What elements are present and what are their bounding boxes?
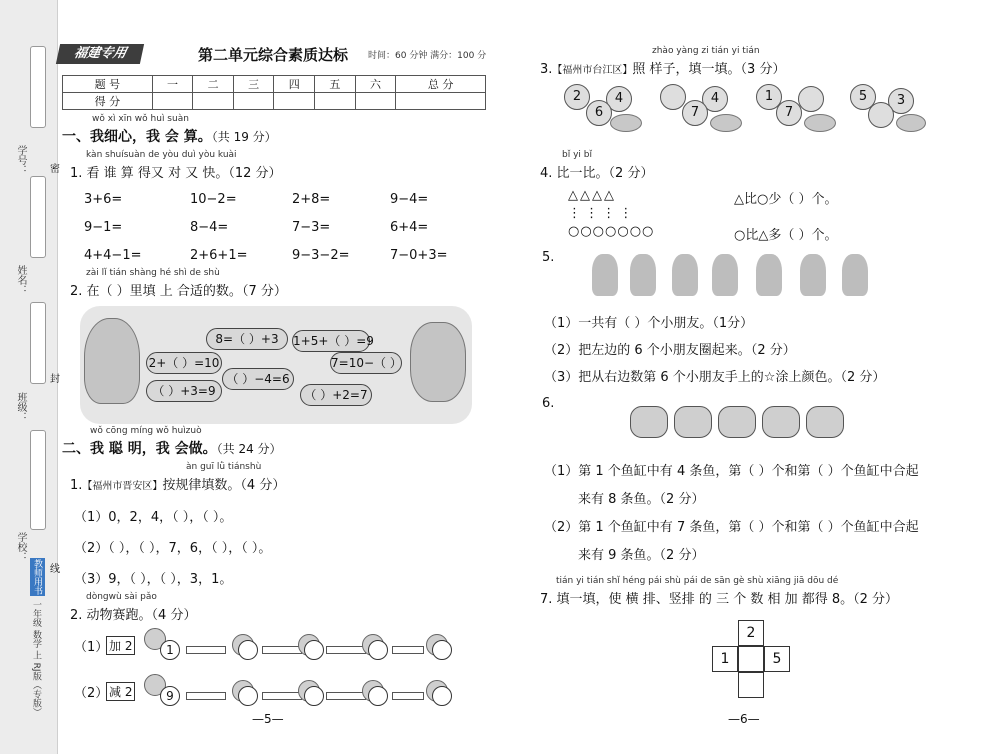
race-answer-circle[interactable] <box>368 640 388 660</box>
pond-stone[interactable]: 1+5+（ ）=9 <box>292 330 370 352</box>
section-2-points: （共 24 分） <box>216 442 282 456</box>
section-2-title <box>62 438 282 458</box>
race-answer-circle[interactable] <box>238 686 258 706</box>
r4-title <box>540 162 653 181</box>
score-header-cell: 总 分 <box>396 76 486 93</box>
q4-text: 2. 动物赛跑。 <box>70 608 152 623</box>
q4-pinyin: dòngwù sài pǎo <box>86 592 157 602</box>
score-header-cell: 二 <box>193 76 234 93</box>
q4-points: （4 分） <box>151 608 197 623</box>
cross-bottom-cell[interactable] <box>738 672 764 698</box>
race-answer-circle[interactable] <box>432 686 452 706</box>
calc-item: 2+8= <box>292 192 331 207</box>
child-icon[interactable] <box>672 254 698 296</box>
sequence-3: （3）9，（ ），（ ），3，1。 <box>74 572 233 587</box>
score-table <box>62 75 486 110</box>
r5-a-points: （1分） <box>712 316 754 331</box>
r3-region-tag: 【福州市台江区】 <box>552 65 633 76</box>
r5-number: 5. <box>542 250 555 265</box>
score-cell[interactable] <box>152 93 193 110</box>
r6-a-line1: （1）第 1 个鱼缸中有 4 条鱼，第（ ）个和第（ ）个鱼缸中合起 <box>544 464 919 479</box>
q1-points: （12 分） <box>228 166 282 181</box>
arrow-icon <box>186 646 226 654</box>
sequence-2: （2）（ ），（ ），7，6，（ ），（ ）。 <box>74 541 272 556</box>
section-1-title <box>62 126 277 146</box>
whale-group-2 <box>660 82 744 134</box>
child-icon[interactable] <box>842 254 868 296</box>
q4-title <box>70 604 196 623</box>
whale-icon <box>610 114 642 132</box>
s1-pinyin: wǒ xì xīn wǒ huì suàn <box>92 114 189 124</box>
race-2-label: （2） <box>74 686 109 701</box>
child-icon[interactable] <box>756 254 782 296</box>
calc-item: 9−3−2= <box>292 248 350 263</box>
fish-tank-icon <box>718 406 756 438</box>
r5-c-points: （2 分） <box>840 370 886 385</box>
q2-pinyin: zài lǐ tián shàng hé shì de shù <box>86 268 220 278</box>
seal-xian: 线 <box>50 564 60 575</box>
arrow-icon <box>262 646 302 654</box>
spine-title: 一年级 数学 上 RJ版（专版） <box>31 600 41 717</box>
r5-b-points: （2 分） <box>750 343 796 358</box>
whale-icon <box>804 114 836 132</box>
rabbit-icon <box>84 318 140 404</box>
r6-number: 6. <box>542 396 555 411</box>
matching-dots: ⋮ ⋮ ⋮ ⋮ <box>568 206 633 221</box>
score-header-cell: 题 号 <box>63 76 153 93</box>
r3-pinyin: zhào yàng zi tián yi tián <box>652 46 760 56</box>
cross-center-cell[interactable] <box>738 646 764 672</box>
score-header-cell: 六 <box>355 76 396 93</box>
race-answer-circle[interactable] <box>238 640 258 660</box>
cross-right-cell: 5 <box>764 646 790 672</box>
score-header-cell: 五 <box>315 76 356 93</box>
bubble: 4 <box>606 86 632 112</box>
q1-title <box>70 162 282 181</box>
calc-item: 7−3= <box>292 220 331 235</box>
fish-tank-icon <box>630 406 668 438</box>
arrow-icon <box>262 692 302 700</box>
r5-a-text: （1）一共有（ ）个小朋友。 <box>544 316 713 331</box>
whale-icon <box>896 114 926 132</box>
fish-tank-icon <box>762 406 800 438</box>
calc-item: 8−4= <box>190 220 229 235</box>
race-1-start: 1 <box>160 640 180 660</box>
sequence-1: （1）0，2，4，（ ），（ ）。 <box>74 510 233 525</box>
student-id-label: 学号： <box>15 145 26 175</box>
r3-points: （3 分） <box>740 62 786 77</box>
bubble-blank[interactable] <box>798 86 824 112</box>
whale-group-4 <box>848 82 932 134</box>
score-cell[interactable] <box>396 93 486 110</box>
q3-pinyin: àn guī lǜ tiánshù <box>186 462 262 472</box>
school-box[interactable] <box>30 430 46 530</box>
r5-c-text: （3）把从右边数第 6 个小朋友手上的☆涂上颜色。 <box>544 370 841 385</box>
q3-points: （4 分） <box>240 478 286 493</box>
name-box[interactable] <box>30 176 46 258</box>
arrow-icon <box>392 646 424 654</box>
calc-item: 4+4−1= <box>84 248 142 263</box>
page-number-left: —5— <box>252 712 284 726</box>
q2-text: 2. 在（ ）里填 上 合适的数。 <box>70 284 242 299</box>
r7-pinyin: tián yi tián shǐ héng pái shù pái de sān gè shù xiāng jiā dōu dé <box>556 576 839 586</box>
seal-feng: 封 <box>50 374 60 385</box>
q3-text: 按规律填数。 <box>162 478 241 493</box>
s2-pinyin: wǒ cōng míng wǒ huìzuò <box>90 426 202 436</box>
whale-icon <box>710 114 742 132</box>
r6-b-text: 来有 9 条鱼。 <box>578 548 660 563</box>
teacher-book-tag: 教师用书 <box>30 558 45 596</box>
bubble: 7 <box>682 100 708 126</box>
student-id-box[interactable] <box>30 46 46 128</box>
race-answer-circle[interactable] <box>368 686 388 706</box>
q1-pinyin: kàn shuísuàn de yòu duì yòu kuài <box>86 150 237 160</box>
child-icon[interactable] <box>800 254 826 296</box>
bubble: 7 <box>776 100 802 126</box>
calc-item: 2+6+1= <box>190 248 248 263</box>
class-label: 班级： <box>15 392 26 422</box>
bubble: 4 <box>702 86 728 112</box>
calc-item: 3+6= <box>84 192 123 207</box>
race-answer-circle[interactable] <box>304 686 324 706</box>
q3-number: 1. <box>70 478 83 493</box>
triangles-row: △△△△ <box>568 188 616 203</box>
q3-title <box>70 474 285 493</box>
bubble-blank[interactable] <box>868 102 894 128</box>
pond-stone[interactable]: （ ）+3=9 <box>146 380 222 402</box>
pond-stone[interactable]: （ ）+2=7 <box>300 384 372 406</box>
arrow-icon <box>392 692 424 700</box>
fish-tank-icon <box>806 406 844 438</box>
arrow-icon <box>326 692 366 700</box>
pond-stone[interactable]: 2+（ ）=10 <box>146 352 222 374</box>
score-cell[interactable] <box>315 93 356 110</box>
exam-meta: 时间：60 分钟 满分：100 分 <box>368 51 487 61</box>
bubble: 5 <box>850 84 876 110</box>
race-1-operation: 加 2 <box>106 636 135 655</box>
race-2-operation: 减 2 <box>106 682 135 701</box>
pond-stone[interactable]: 8=（ ）+3 <box>206 328 288 350</box>
q3-region-tag: 【福州市晋安区】 <box>82 481 163 492</box>
race-2-start: 9 <box>160 686 180 706</box>
page-number-right: —6— <box>728 712 760 726</box>
calc-item: 7−0+3= <box>390 248 448 263</box>
r5-a <box>544 312 753 331</box>
r5-b <box>544 339 796 358</box>
child-icon[interactable] <box>712 254 738 296</box>
r7-text: 7. 填一填，使 横 排、竖排 的 三 个 数 相 加 都得 8。 <box>540 592 854 607</box>
calc-item: 6+4= <box>390 220 429 235</box>
school-label: 学校： <box>15 532 26 562</box>
arrow-icon <box>186 692 226 700</box>
r5-c <box>544 366 885 385</box>
q1-text: 1. 看 谁 算 得又 对 又 快。 <box>70 166 229 181</box>
r3-title <box>540 58 785 77</box>
q2-points: （7 分） <box>241 284 287 299</box>
score-cell[interactable] <box>193 93 234 110</box>
whale-group-1 <box>560 82 644 134</box>
r7-points: （2 分） <box>853 592 899 607</box>
r6-a-line2 <box>578 488 704 507</box>
score-header-cell: 一 <box>152 76 193 93</box>
score-cell[interactable] <box>233 93 274 110</box>
score-cell[interactable] <box>355 93 396 110</box>
r3-number: 3. <box>540 62 553 77</box>
r6-b-points: （2 分） <box>659 548 705 563</box>
section-1-points: （共 19 分） <box>211 130 277 144</box>
name-label: 姓名： <box>15 265 26 295</box>
bubble: 6 <box>586 100 612 126</box>
score-table-score-row <box>63 93 486 110</box>
r7-title <box>540 588 898 607</box>
r4-pinyin: bǐ yi bǐ <box>562 150 592 160</box>
score-header-cell: 三 <box>233 76 274 93</box>
score-header-cell: 四 <box>274 76 315 93</box>
q2-title <box>70 280 287 299</box>
r6-b-line2 <box>578 544 704 563</box>
calc-item: 9−4= <box>390 192 429 207</box>
whale-group-3 <box>754 82 838 134</box>
r6-a-text: 来有 8 条鱼。 <box>578 492 660 507</box>
bubble: 2 <box>564 84 590 110</box>
cross-top-cell: 2 <box>738 620 764 646</box>
mushroom-rock-icon <box>410 322 466 402</box>
r5-b-text: （2）把左边的 6 个小朋友圈起来。 <box>544 343 751 358</box>
calc-item: 10−2= <box>190 192 237 207</box>
bubble: 1 <box>756 84 782 110</box>
section-2-text: 二、我 聪 明，我 会做。 <box>62 441 217 457</box>
r3-text: 照 样子，填一填。 <box>632 62 741 77</box>
race-answer-circle[interactable] <box>304 640 324 660</box>
bubble: 3 <box>888 88 914 114</box>
region-badge: 福建专用 <box>56 44 144 64</box>
r6-a-points: （2 分） <box>659 492 705 507</box>
r6-b-line1: （2）第 1 个鱼缸中有 7 条鱼，第（ ）个和第（ ）个鱼缸中合起 <box>544 520 919 535</box>
score-table-header-row <box>63 76 486 93</box>
child-icon[interactable] <box>592 254 618 296</box>
score-cell[interactable] <box>274 93 315 110</box>
seal-mi: 密 <box>50 164 60 175</box>
r4-points: （2 分） <box>608 166 654 181</box>
calc-item: 9−1= <box>84 220 123 235</box>
bubble-blank[interactable] <box>660 84 686 110</box>
circles-row: ○○○○○○○ <box>568 224 655 239</box>
race-1-label: （1） <box>74 640 109 655</box>
class-box[interactable] <box>30 302 46 384</box>
compare-1: △比○少（ ）个。 <box>734 192 838 207</box>
fish-tank-icon <box>674 406 712 438</box>
pond-stone[interactable]: （ ）−4=6 <box>222 368 294 390</box>
pond-stone[interactable]: 7=10−（ ） <box>330 352 402 374</box>
page-title: 第二单元综合素质达标 <box>198 46 349 64</box>
section-1-text: 一、我细心，我 会 算。 <box>62 129 212 145</box>
cross-left-cell: 1 <box>712 646 738 672</box>
child-icon[interactable] <box>630 254 656 296</box>
r4-text: 4. 比一比。 <box>540 166 609 181</box>
compare-2: ○比△多（ ）个。 <box>734 228 838 243</box>
race-answer-circle[interactable] <box>432 640 452 660</box>
arrow-icon <box>326 646 366 654</box>
score-row-label: 得 分 <box>63 93 153 110</box>
